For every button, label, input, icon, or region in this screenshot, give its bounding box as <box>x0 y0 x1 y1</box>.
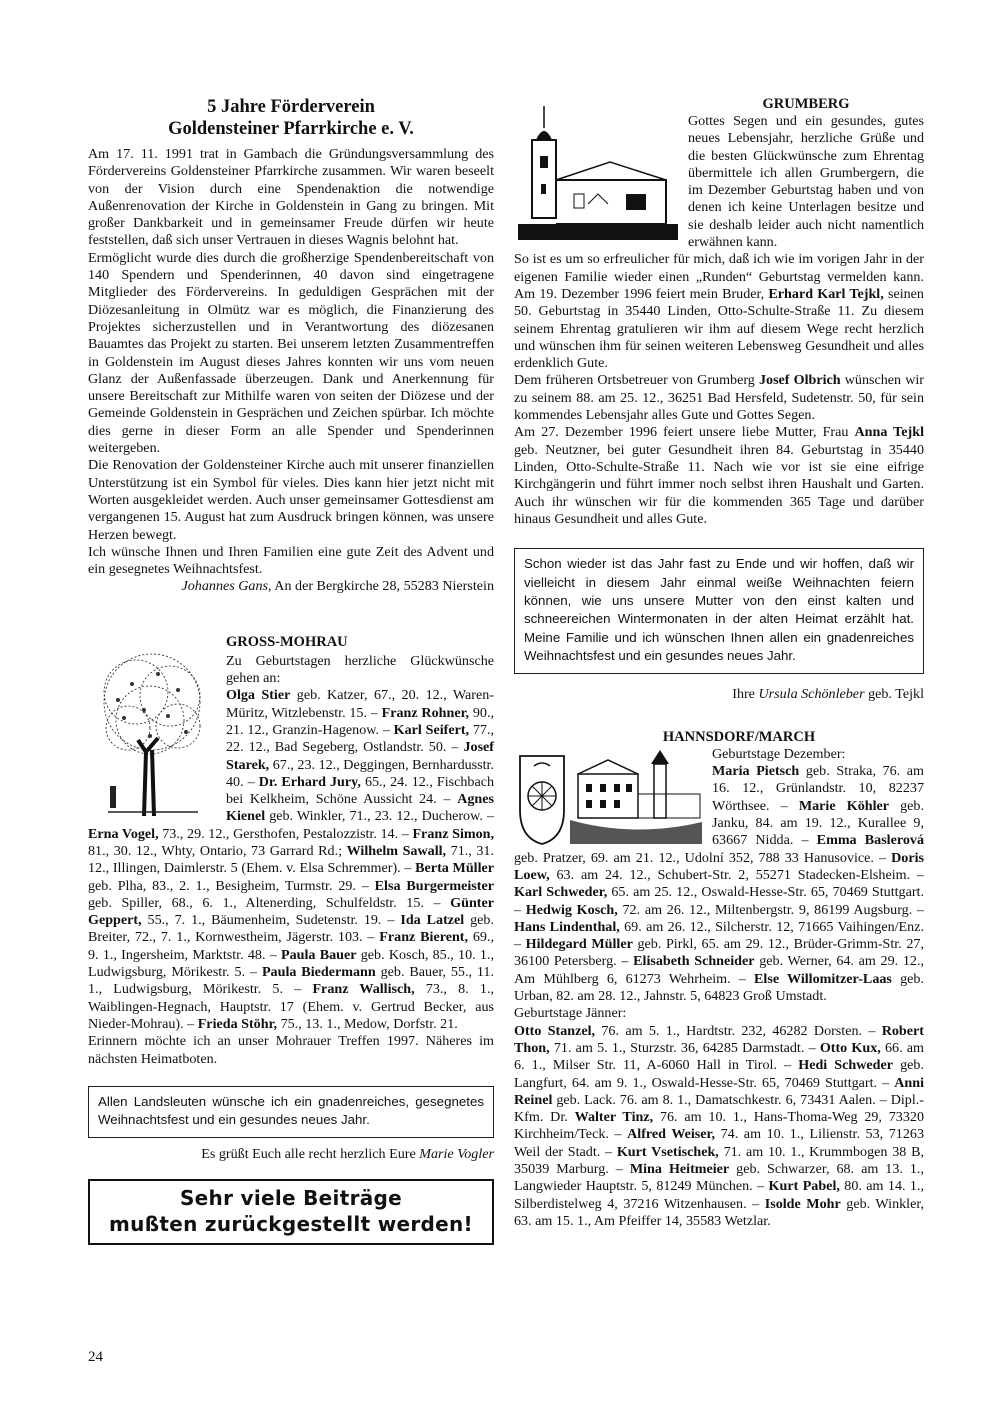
person-name: Doris Loew, <box>514 849 924 883</box>
person-name: Franz Wallisch, <box>312 981 415 998</box>
greeting-box-text: Allen Landsleuten wünsche ich ein gnadenreiches, gesegnetes Weihnachtsfest und ein gesundes neues Jahr. <box>98 1093 484 1128</box>
signature-name: Ursula Schönleber <box>758 685 865 702</box>
paragraph: Ermöglicht wurde dies durch die großherzige Spendenbereitschaft von 140 Spendern und Spenderinnen, 40 davon sind eingetragene Mitglieder des Fördervereins. In geduldigen Gesprächen mit der Diözesanleitung in Olmütz war es möglich, die Finanzierung des Projektes sicherzustellen und in Verantwortung des diözesanen Bauamtes das Projekt zu starten. Bei unserem letzten Zusammentreffen in Goldenstein im August dieses Jahres konnten wir uns vom neuen Glanz der Außenfassade überzeugen. Dank und Anerkennung für unsere Bereitschaft zur Mithilfe waren von seiten der Diözese und der Gemeinde Goldenstein in Gesprächen und Zeichen spürbar. Ich möchte dies gerne in dieser Form an alle Spender und Spenderinnen weitergeben. <box>88 249 494 457</box>
person-name: Günter Geppert, <box>88 894 494 929</box>
person-name: Emma Baslerová <box>816 832 924 849</box>
person-details: 71. am 5. 1., Sturzstr. 36, 64285 Darmstadt. – <box>549 1039 820 1056</box>
article-title-line1: 5 Jahre Förderverein <box>207 97 375 117</box>
person-details: 73., 8. 1., Waiblingen-Hegnach, Hauptstr. 17 (Ehem. v. Gertrud Becker, aus Nieder-Mohrau). – <box>88 981 494 1032</box>
person-name: Frieda Stöhr, <box>197 1015 278 1032</box>
person-details: 63. am 24. 12., Schubert-Str. 2, 55271 Stadecken-Elsheim. – <box>549 866 924 883</box>
person-name: Ida Latzel <box>400 912 465 929</box>
person-details: 76. am 5. 1., Hardtstr. 232, 46282 Dorsten. – <box>595 1022 882 1039</box>
person-details: 71., 31. 12., Illingen, Daimlerstr. 5 (Ehem. v. Elsa Schremmer). – <box>88 842 494 877</box>
signature <box>88 578 494 595</box>
person-details: geb. Katzer, 67., 20. 12., Waren-Müritz, Witzlebenstr. 15. – <box>226 687 494 721</box>
birthday-list <box>514 1023 924 1231</box>
signature-name: Johannes Gans <box>181 578 269 595</box>
person-details: geb. Langfurt, 64. am 9. 1., Oswald-Hesse-Str. 65, 70469 Stuttgart. – <box>514 1057 925 1091</box>
left-column <box>88 96 494 1245</box>
person-name: Kurt Vsetischek, <box>616 1143 719 1160</box>
paragraph: So ist es um so erfreulicher für mich, daß ich wie im vorigen Jahr in der eigenen Familie wieder einen „Runden“ Geburtstag vermelden kann. Am 19. Dezember 1996 feiert mein Bruder, Erhard Karl Tejkl, seinen 50. Geburtstag in 35440 Linden, Otto-Schulte-Straße 11. Zu diesem seinem Ehrentag gratulieren wir ihm auf diesem Wege recht herzlich und wünschen ihm für seinen weiteren Lebensweg Gesundheit und alles erdenklich Gute. <box>514 251 924 372</box>
person-name: Alfred Weiser, <box>627 1126 716 1143</box>
person-name: Olga Stier <box>226 687 291 704</box>
person-name: Elsa Burgermeister <box>374 877 494 894</box>
right-column <box>514 96 924 1230</box>
section-heading: GROSS-MOHRAU <box>226 633 348 650</box>
person-details: geb. Lack. 76. am 8. 1., Damatschkestr. 6, 73431 Aalen. – Dipl.-Kfm. Dr. <box>514 1091 924 1126</box>
paragraph: Dem früheren Ortsbetreuer von Grumberg Josef Olbrich wünschen wir zu seinem 88. am 25. 12., 36251 Bad Hersfeld, Sudetenstr. 50, für sein kommendes Lebensjahr alles Gute und Gottes Segen. <box>514 372 924 424</box>
closing-text: Erinnern möchte ich an unser Mohrauer Treffen 1997. Näheres im nächsten Heimatboten. <box>88 1033 494 1067</box>
person-name: Elisabeth Schneider <box>633 953 755 970</box>
notice-line1: Sehr viele Beiträge <box>179 1185 403 1210</box>
person-details: 71. am 10. 1., Krummbogen 38 B, 35039 Marburg. – <box>514 1143 924 1177</box>
section-heading: GRUMBERG <box>762 96 850 112</box>
section-heading: HANNSDORF/MARCH <box>662 728 816 745</box>
paragraph: Die Renovation der Goldensteiner Kirche auch mit unserer finanziellen Unterstützung ist ein Symbol für vieles. Dies kann hier jetzt nicht mit Worten ausgekleidet werden. Auch unser gemeinsamer Gottesdienst am vergangenen 15. August hat zum Ausdruck bringen können, was unsere Herzen bewegt. <box>88 457 494 543</box>
person-name: Franz Rohner, <box>381 704 470 721</box>
person-details: geb. Pratzer, 69. am 21. 12., Udolní 352, 788 33 Hanusovice. – <box>514 849 892 866</box>
person-details: geb. Spiller, 68., 6. 1., Altenerding, Schulfeldstr. 15. – <box>88 894 451 911</box>
person-name: Hedwig Kosch, <box>525 901 618 918</box>
notice-box <box>88 1179 494 1245</box>
person-details: 74. am 10. 1., Lilienstr. 53, 71263 Weil der Stadt. – <box>514 1126 924 1160</box>
person-name: Paula Biedermann <box>261 964 376 981</box>
person-name: Josef Starek, <box>226 739 494 773</box>
person-name: Else Willomitzer-Laas <box>754 970 892 987</box>
person-details: 55., 7. 1., Bäumenheim, Sudetenstr. 19. – <box>141 912 401 929</box>
person-details: 90., 21. 12., Granzin-Hagenow. – <box>226 704 494 738</box>
person-name: Maria Pietsch <box>712 763 800 780</box>
section-grumberg <box>514 96 924 703</box>
person-name: Anna Tejkl <box>854 424 924 441</box>
paragraph: Am 27. Dezember 1996 feiert unsere liebe Mutter, Frau Anna Tejkl geb. Neutzner, bei guter Gesundheit ihren 84. Geburtstag in 35440 Linden, Otto-Schulte-Straße 11. Nach wie vor ist sie eine eifrige Kirchgängerin und führt immer noch selbst ihren Haushalt und Garten. Auch ihr wünschen wir für die kommenden 365 Tage und darüber hinaus Gesundheit und alles Gute. <box>514 424 924 527</box>
person-details: geb. Winkler, 71., 23. 12., Ducherow. – <box>265 808 494 825</box>
article-title-line2: Goldensteiner Pfarrkirche e. V. <box>168 119 414 139</box>
section-intro: Zu Geburtstagen herzliche Glückwünsche gehen an: <box>226 652 494 687</box>
person-name: Dr. Erhard Jury, <box>258 773 361 790</box>
person-name: Josef Olbrich <box>758 372 841 389</box>
greeting-box <box>514 548 924 673</box>
paragraph: Gottes Segen und ein gesundes, gutes neues Lebensjahr, herzliche Grüße und die besten Glückwünsche zum Ehrentag übermittele ich allen Grumbergern, die im Dezember Geburtstag haben und von denen ich keine Unterlagen besitze und sie deshalb leider auch nicht namentlich erwähnen kann. <box>688 113 924 251</box>
person-name: Kurt Pabel, <box>768 1178 840 1195</box>
person-name: Robert Thon, <box>514 1022 924 1056</box>
person-name: Berta Müller <box>415 860 494 877</box>
page-number: 24 <box>88 1349 103 1365</box>
person-details: 66. am 6. 1., Milser Str. 11, A-6060 Hall in Tirol. – <box>514 1039 925 1074</box>
person-details: 77., 22. 12., Bad Segeberg, Ostlandstr. 50. – <box>226 721 494 756</box>
greeting-box-text: Schon wieder ist das Jahr fast zu Ende und wir hoffen, daß wir vielleicht in diesem Jahr einmal weiße Weihnachten feiern können, wie uns unsere Mutter von den einst kalten und schneereichen Wintermonaten in der alten Heimat erzählt hat. Meine Familie und ich wünschen Ihnen allen ein gnadenreiches Weihnachtsfest und ein gesundes neues Jahr. <box>524 556 914 664</box>
signature-name: Marie Vogler <box>419 1145 494 1162</box>
person-details: geb. Breiter, 72., 7. 1., Kornwestheim, Jägerstr. 103. – <box>88 912 494 946</box>
signature-address: , An der Bergkirche 28, 55283 Nierstein <box>268 578 494 595</box>
signature <box>88 1146 494 1163</box>
greeting-box <box>88 1086 494 1138</box>
signature: Ihre Ursula Schönleber geb. Tejkl <box>732 685 924 702</box>
person-details: 81., 30. 12., Whty, Ontario, 73 Garrard Rd.; <box>88 842 347 859</box>
person-details: geb. Janku, 84. am 19. 12., Kurallee 9, 63667 Nidda. – <box>712 797 924 849</box>
person-name: Karl Seifert, <box>393 721 470 738</box>
person-name: Walter Tinz, <box>574 1109 654 1126</box>
section-hannsdorf <box>514 729 924 1230</box>
person-details: geb. Urban, 82. am 28. 12., Jahnstr. 5, 64823 Groß Umstadt. <box>514 970 924 1005</box>
person-details: 75., 13. 1., Medow, Dorfstr. 21. <box>277 1015 458 1032</box>
person-details: geb. Kosch, 85., 10. 1., Ludwigsburg, Mörikestr. 5. – <box>88 946 494 981</box>
person-name: Franz Bierent, <box>379 929 469 946</box>
person-name: Agnes Kienel <box>226 791 494 825</box>
person-details: 76. am 10. 1., Hans-Thoma-Weg 29, 73320 Kirchheim/Teck. – <box>514 1109 924 1143</box>
paragraph: Ich wünsche Ihnen und Ihren Familien eine gute Zeit des Advent und ein gesegnetes Weihnachtsfest. <box>88 543 494 578</box>
person-name: Anni Reinel <box>514 1074 924 1108</box>
person-name: Franz Simon, <box>412 825 495 842</box>
person-details: geb. Straka, 76. am 16. 12., Grünlandstr. 10, 82237 Wörthsee. – <box>712 763 924 814</box>
signature-prefix: Es grüßt Euch alle recht herzlich Eure <box>201 1145 420 1162</box>
person-name: Paula Bauer <box>281 946 357 963</box>
person-details: 80. am 14. 1., Silberdistelweg 4, 37216 Witzenhausen. – <box>514 1178 925 1212</box>
person-details: geb. Winkler, 63. am 15. 1., Am Pfeiffer 14, 35583 Wetzlar. <box>514 1195 924 1229</box>
person-details: geb. Werner, 64. am 29. 12., Am Mühlberg 6, 61273 Wehrheim. – <box>514 953 925 987</box>
person-details: 67., 23. 12., Deggingen, Bernhardusstr. 40. – <box>226 756 494 790</box>
person-details: geb. Pirkl, 65. am 29. 12., Brüder-Grimm-Str. 27, 36100 Petersberg. – <box>514 936 924 970</box>
subheading: Geburtstage Dezember: <box>712 745 846 762</box>
person-details: 72. am 26. 12., Miltenbergstr. 9, 86199 Augsburg. – <box>617 901 924 918</box>
person-name: Karl Schweder, <box>514 884 608 901</box>
person-details: 73., 29. 12., Gersthofen, Pestalozzistr. 14. – <box>158 825 413 842</box>
person-name: Wilhelm Sawall, <box>346 842 447 859</box>
person-name: Erna Vogel, <box>88 825 159 842</box>
person-name: Erhard Karl Tejkl, <box>768 285 884 302</box>
person-name: Hedi Schweder <box>798 1057 894 1074</box>
coat-of-arms-and-town <box>514 748 704 848</box>
subheading: Geburtstage Jänner: <box>514 1005 627 1022</box>
person-details: 65., 24. 12., Fischbach bei Kelkheim, Schöne Aussicht 24. – <box>226 773 495 808</box>
paragraph: Am 17. 11. 1991 trat in Gambach die Gründungsversammlung des Fördervereins Goldensteiner Pfarrkirche zusammen. Wir waren beseelt von der Vision durch eine Spendenaktion die notwendige Außenrenovation der Kirche in Goldenstein in Gang zu bringen. Mit großer Dankbarkeit und in gemeinsamer Freude dürfen wir heute feststellen, daß sich unser Vertrauen in dieses Wagnis belohnt hat. <box>88 146 494 249</box>
person-name: Otto Stanzel, <box>514 1022 596 1039</box>
article-foerderverein <box>88 96 494 596</box>
person-name: Hans Lindenthal, <box>514 918 620 935</box>
person-name: Mina Heitmeier <box>629 1160 730 1177</box>
notice-line2: mußten zurückgestellt werden! <box>109 1211 473 1236</box>
person-name: Hildegard Müller <box>525 936 633 953</box>
person-name: Isolde Mohr <box>764 1195 841 1212</box>
person-details: geb. Schwarzer, 68. am 13. 1., Langwieder Hauptstr. 5, 81249 München. – <box>514 1160 924 1195</box>
tree-illustration <box>88 640 218 816</box>
person-name: Otto Kux, <box>819 1039 881 1056</box>
person-details: 69., 9. 1., Ingersheim, Marktstr. 48. – <box>88 929 494 963</box>
section-gross-mohrau <box>88 634 494 1163</box>
church-illustration <box>514 100 680 242</box>
person-details: geb. Bauer, 55., 11. 1., Ludwigsburg, Mörikestr. 5. – <box>88 964 494 998</box>
person-name: Marie Köhler <box>798 797 889 814</box>
person-details: 69. am 26. 12., Silcherstr. 12, 71665 Vaihingen/Enz. – <box>514 918 924 953</box>
person-details: geb. Plha, 83., 2. 1., Besigheim, Turmstr. 29. – <box>88 877 375 894</box>
person-details: 65. am 25. 12., Oswald-Hesse-Str. 65, 70469 Stuttgart. – <box>514 884 924 918</box>
